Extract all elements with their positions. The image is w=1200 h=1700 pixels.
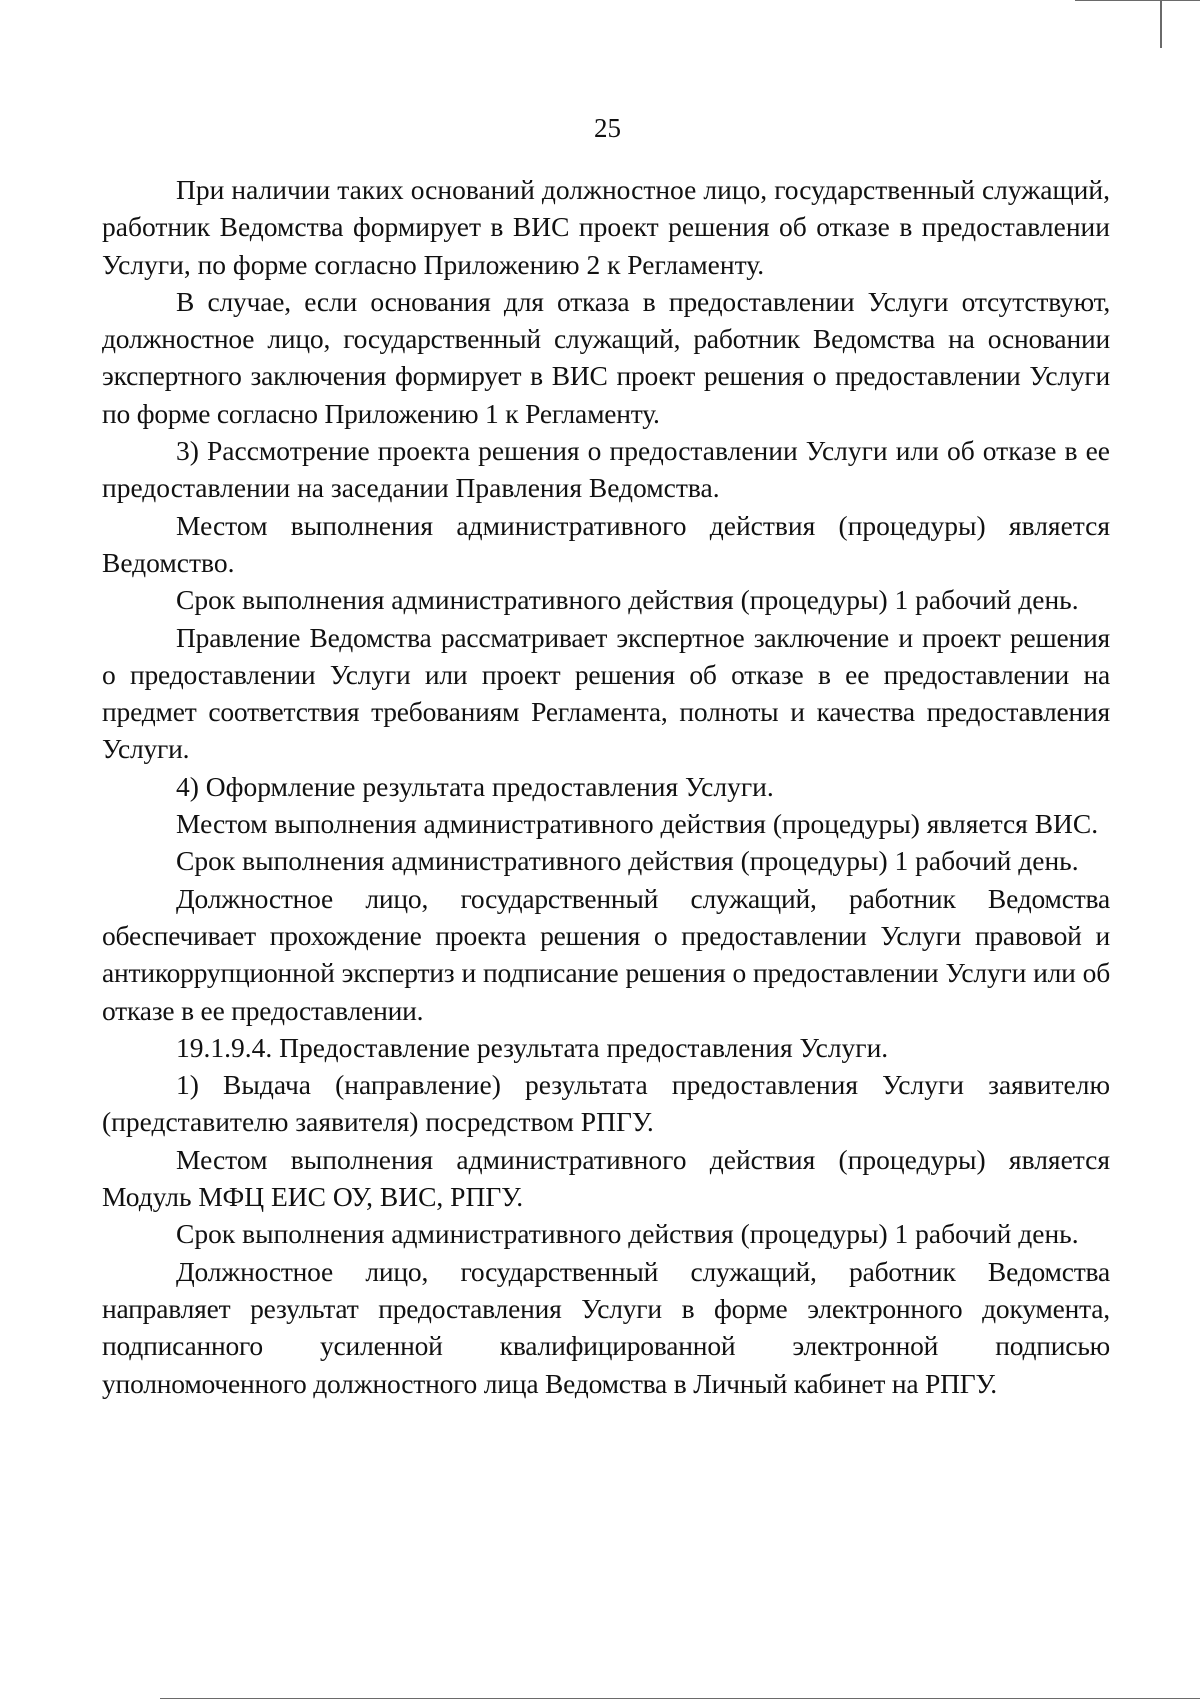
paragraph: При наличии таких оснований должностное лицо, государственный служащий, работник Ведомства формирует в ВИС проект решения об отказе в предоставлении Услуги, по форме согласно Приложению 2 к Регламенту.	[102, 174, 1110, 280]
scan-edge-bottom	[160, 1698, 1200, 1699]
paragraph: Срок выполнения административного действия (процедуры) 1 рабочий день.	[176, 845, 1079, 877]
document-body	[102, 171, 1110, 1402]
paragraph: 1) Выдача (направление) результата предоставления Услуги заявителю (представителю заявителя) посредством РПГУ.	[102, 1069, 1110, 1138]
paragraph: Местом выполнения административного действия (процедуры) является ВИС.	[176, 808, 1099, 840]
paragraph: 19.1.9.4. Предоставление результата предоставления Услуги.	[176, 1031, 889, 1063]
paragraph: В случае, если основания для отказа в предоставлении Услуги отсутствуют, должностное лицо, государственный служащий, работник Ведомства на основании экспертного заключения формирует в ВИС проект решения о предоставлении Услуги по форме согласно Приложению 1 к Регламенту.	[102, 285, 1110, 429]
paragraph: Правление Ведомства рассматривает экспертное заключение и проект решения о предоставлении Услуги или проект решения об отказе в ее предоставлении на предмет соответствия требованиям Регламента, полноты и качества предоставления Услуги.	[102, 621, 1110, 765]
paragraph: Местом выполнения административного действия (процедуры) является Ведомство.	[102, 509, 1110, 578]
paragraph: Местом выполнения административного действия (процедуры) является Модуль МФЦ ЕИС ОУ, ВИС, РПГУ.	[102, 1143, 1110, 1213]
paragraph: Срок выполнения административного действия (процедуры) 1 рабочий день.	[176, 584, 1079, 616]
scan-edge-top	[1075, 0, 1200, 1]
paragraph: Срок выполнения административного действия (процедуры) 1 рабочий день.	[176, 1218, 1079, 1250]
paragraph: 3) Рассмотрение проекта решения о предоставлении Услуги или об отказе в ее предоставлении на заседании Правления Ведомства.	[102, 435, 1110, 504]
page-number: 25	[594, 113, 621, 143]
paragraph: Должностное лицо, государственный служащий, работник Ведомства направляет результат предоставления Услуги в форме электронного документа, подписанного усиленной квалифицированной электронной подписью уполномоченного должностного лица Ведомства в Личный кабинет на РПГУ.	[102, 1255, 1110, 1399]
paragraph: 4) Оформление результата предоставления Услуги.	[176, 770, 774, 802]
scan-edge-right	[1160, 0, 1162, 48]
paragraph: Должностное лицо, государственный служащий, работник Ведомства обеспечивает прохождение проекта решения о предоставлении Услуги правовой и антикоррупционной экспертиз и подписание решения о предоставлении Услуги или об отказе в ее предоставлении.	[102, 882, 1110, 1026]
